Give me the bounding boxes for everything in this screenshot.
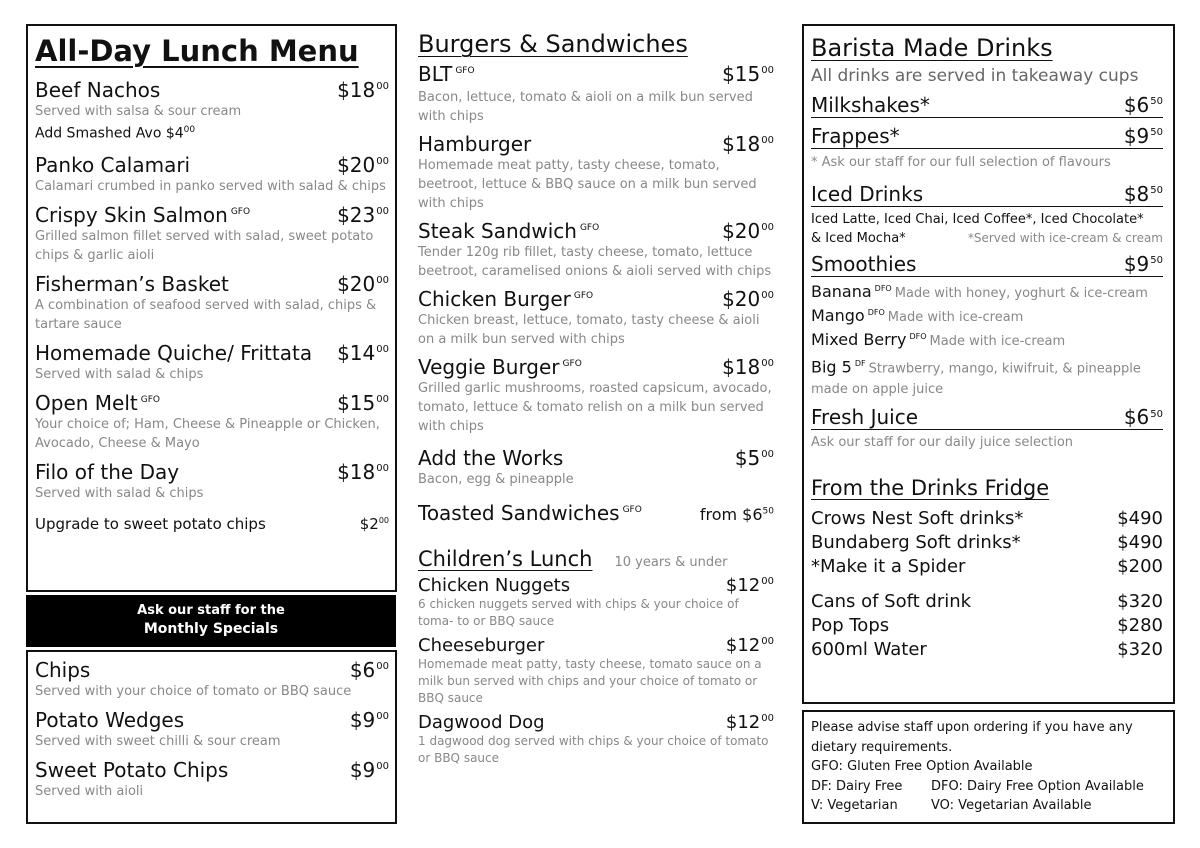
upgrade-label: Upgrade to sweet potato chips [35, 514, 266, 533]
item-name: Sweet Potato Chips [35, 758, 229, 782]
item-name: Frappes* [811, 124, 900, 148]
item-price: $\$9^{50}$ [1123, 124, 1163, 148]
specials-line2: Monthly Specials [143, 621, 279, 637]
item-price: $\$14^{00}$ [337, 340, 389, 365]
item-name: Open Melt $^{GFO}$ [35, 390, 160, 415]
menu-item-quiche [35, 341, 389, 384]
side-item-sweet-potato [35, 758, 389, 801]
item-desc: Tender 120g rib fillet, tasty cheese, tomato, lettuce beetroot, caramelised onions & aioli served with chips [418, 245, 772, 279]
item-name: Fresh Juice [811, 405, 919, 430]
menu-item-veggie-burger [418, 355, 774, 436]
monthly-specials-banner [26, 595, 396, 647]
menu-item-crispy-skin-salmon [35, 203, 389, 265]
menu-item-chicken-burger [418, 287, 774, 349]
dietary-line1: Please advise staff upon ordering if you have any [811, 720, 1133, 735]
item-name: Panko Calamari [35, 152, 191, 177]
item-name: Hamburger [418, 132, 532, 156]
item-price: $\$18^{00}$ [722, 132, 774, 156]
item-price: $\$15^{00}$ [722, 62, 774, 86]
smoothie-mango: Mango $^{DFO}$ Made with ice-cream [811, 306, 1024, 325]
menu-item-cheeseburger [418, 635, 774, 707]
item-price: $\$23^{00}$ [337, 202, 389, 227]
item-name: Smoothies [811, 252, 917, 276]
barista-subtitle: All drinks are served in takeaway cups [811, 66, 1139, 86]
item-name: Veggie Burger $^{GFO}$ [418, 355, 582, 379]
item-name: Chips [35, 658, 91, 682]
dietary-dfo: DFO: Dairy Free Option Available [931, 778, 1144, 794]
item-desc: Served with your choice of tomato or BBQ sauce [35, 684, 352, 699]
dietary-df: DF: Dairy Free [811, 778, 903, 794]
smoothie-big5: Big 5 $^{DF}$ Strawberry, mango, kiwifruit, & pineapple made on apple juice [811, 357, 1141, 398]
item-desc: Served with sweet chilli & sour cream [35, 734, 281, 749]
drink-smoothies [811, 252, 1163, 277]
menu-item-open-melt [35, 391, 389, 453]
children-title: Children’s Lunch [418, 547, 593, 571]
item-price: $\$12^{00}$ [725, 575, 774, 596]
menu-item-filo [35, 460, 389, 503]
iced-line2: & Iced Mocha* [811, 231, 906, 246]
fridge-item: Pop Tops $280 [811, 615, 1163, 637]
fridge-item: *Make it a Spider $200 [811, 556, 1163, 578]
item-name: Dagwood Dog [418, 712, 545, 733]
smoothie-banana: Banana $^{DFO}$ Made with honey, yoghurt & ice-cream [811, 282, 1148, 301]
item-name: Cheeseburger [418, 635, 545, 656]
upgrade-price: $\$2^{00}$ [359, 514, 389, 533]
menu-item-add-works [418, 446, 774, 489]
dietary-gfo: GFO: Gluten Free Option Available [811, 759, 1033, 774]
item-desc: Grilled garlic mushrooms, roasted capsicum, avocado, tomato, lettuce & tomato relish on a milk bun served with chips [418, 381, 772, 434]
children-subtitle: 10 years & under [614, 555, 728, 570]
item-desc: Bacon, lettuce, tomato & aioli on a milk bun served with chips [418, 90, 753, 124]
item-price: from $\$6^{50}$ [699, 505, 774, 524]
barista-title: Barista Made Drinks [811, 34, 1053, 62]
item-price: $\$5^{00}$ [734, 446, 774, 470]
flavour-note: * Ask our staff for our full selection of flavours [811, 155, 1111, 170]
item-name: BLT $^{GFO}$ [418, 62, 475, 86]
item-name: Fisherman’s Basket [35, 271, 229, 296]
fridge-item: 600ml Water $320 [811, 639, 1163, 661]
item-price: $\$8^{50}$ [1123, 182, 1163, 206]
side-item-wedges [35, 708, 389, 751]
fridge-item: Bundaberg Soft drinks* $490 [811, 532, 1163, 554]
drink-fresh-juice [811, 405, 1163, 430]
item-name: Potato Wedges [35, 708, 185, 732]
dietary-box [802, 710, 1175, 824]
item-desc: Bacon, egg & pineapple [418, 472, 574, 487]
drink-milkshakes [811, 93, 1163, 118]
menu-item-dagwood-dog [418, 712, 774, 767]
fridge-title: From the Drinks Fridge [811, 476, 1050, 501]
item-desc: Grilled salmon fillet served with salad, sweet potato chips & garlic aioli [35, 228, 374, 263]
drink-frappes [811, 124, 1163, 149]
menu-item-chicken-nuggets [418, 575, 774, 630]
item-price: $\$12^{00}$ [725, 635, 774, 656]
item-desc: Chicken breast, lettuce, tomato, tasty cheese & aioli on a milk bun served with chips [418, 313, 760, 347]
burgers-title: Burgers & Sandwiches [418, 30, 688, 58]
item-price: $\$15^{00}$ [337, 390, 389, 415]
item-price: $\$20^{00}$ [337, 152, 389, 177]
menu-item-blt [418, 62, 774, 126]
item-name: Filo of the Day [35, 459, 180, 484]
upgrade-row [35, 515, 389, 533]
item-price: $\$12^{00}$ [725, 712, 774, 733]
item-desc: Served with aioli [35, 784, 144, 799]
item-price: $\$6^{50}$ [1123, 405, 1163, 430]
item-desc: Served with salad & chips [35, 366, 204, 382]
specials-line1: Ask our staff for the [137, 603, 285, 618]
side-item-chips [35, 658, 389, 701]
item-price: $\$20^{00}$ [722, 287, 774, 311]
item-desc: Homemade meat patty, tasty cheese, tomato, beetroot, lettuce & BBQ sauce on a milk bun served with chips [418, 158, 757, 211]
item-price: $\$20^{00}$ [722, 219, 774, 243]
item-price: $\$6^{50}$ [1123, 93, 1163, 117]
burgers-column [418, 30, 774, 767]
item-desc: 6 chicken nuggets served with chips & your choice of toma- to or BBQ sauce [418, 597, 739, 628]
item-price: $\$9^{00}$ [349, 708, 389, 732]
menu-item-beef-nachos [35, 78, 389, 144]
item-price: $\$18^{00}$ [337, 78, 389, 102]
dietary-grid [811, 777, 1165, 816]
item-price: $\$6^{00}$ [349, 658, 389, 682]
dietary-v: V: Vegetarian [811, 798, 898, 813]
item-name: Homemade Quiche/ Frittata [35, 340, 313, 365]
fridge-item: Crows Nest Soft drinks* $490 [811, 508, 1163, 530]
item-desc: Homemade meat patty, tasty cheese, tomato sauce on a milk bun served with chips and your choice of tomato or BBQ sauce [418, 657, 762, 705]
item-name: Crispy Skin Salmon $^{GFO}$ [35, 202, 251, 227]
dietary-vo: VO: Vegetarian Available [931, 798, 1092, 813]
menu-item-hamburger [418, 132, 774, 213]
menu-item-fishermans-basket [35, 272, 389, 334]
smoothie-mixed-berry: Mixed Berry $^{DFO}$ Made with ice-cream [811, 330, 1066, 349]
fridge-item: Cans of Soft drink $320 [811, 591, 1163, 613]
item-desc: A combination of seafood served with salad, chips & tartare sauce [35, 297, 377, 332]
item-desc: 1 dagwood dog served with chips & your choice of tomato or BBQ sauce [418, 734, 769, 765]
item-name: Add the Works [418, 446, 564, 470]
menu-item-toasted-sandwiches [418, 501, 774, 525]
item-desc: Calamari crumbed in panko served with salad & chips [35, 178, 386, 194]
item-name: Toasted Sandwiches $^{GFO}$ [418, 501, 642, 525]
item-name: Chicken Burger $^{GFO}$ [418, 287, 594, 311]
item-desc: Served with salsa & sour cream [35, 104, 242, 119]
item-extra: Add Smashed Avo $\$4^{00}$ [35, 125, 196, 142]
drinks-box [802, 24, 1175, 704]
juice-desc: Ask our staff for our daily juice selection [811, 435, 1074, 451]
item-price: $\$20^{00}$ [337, 271, 389, 296]
menu-item-steak-sandwich [418, 219, 774, 281]
iced-line1: Iced Latte, Iced Chai, Iced Coffee*, Iced Chocolate* [811, 212, 1144, 227]
lunch-menu-title: All-Day Lunch Menu [35, 34, 359, 68]
drink-iced [811, 182, 1163, 207]
item-name: Steak Sandwich $^{GFO}$ [418, 219, 600, 243]
item-desc: Served with salad & chips [35, 485, 204, 501]
item-desc: Your choice of; Ham, Cheese & Pineapple or Chicken, Avocado, Cheese & Mayo [35, 416, 380, 451]
iced-note: *Served with ice-cream & cream [967, 231, 1163, 245]
item-name: Milkshakes* [811, 93, 930, 117]
dietary-line2: dietary requirements. [811, 739, 953, 755]
item-price: $\$18^{00}$ [722, 355, 774, 379]
item-price: $\$9^{50}$ [1123, 252, 1163, 276]
lunch-menu-box [26, 24, 397, 592]
sides-box [26, 650, 397, 824]
item-price: $\$18^{00}$ [337, 459, 389, 484]
item-name: Iced Drinks [811, 182, 924, 206]
item-name: Chicken Nuggets [418, 575, 571, 596]
item-name: Beef Nachos [35, 78, 161, 102]
iced-line2-row [811, 229, 1163, 248]
menu-item-panko-calamari [35, 153, 389, 196]
item-price: $\$9^{00}$ [349, 758, 389, 782]
children-header [418, 547, 774, 571]
